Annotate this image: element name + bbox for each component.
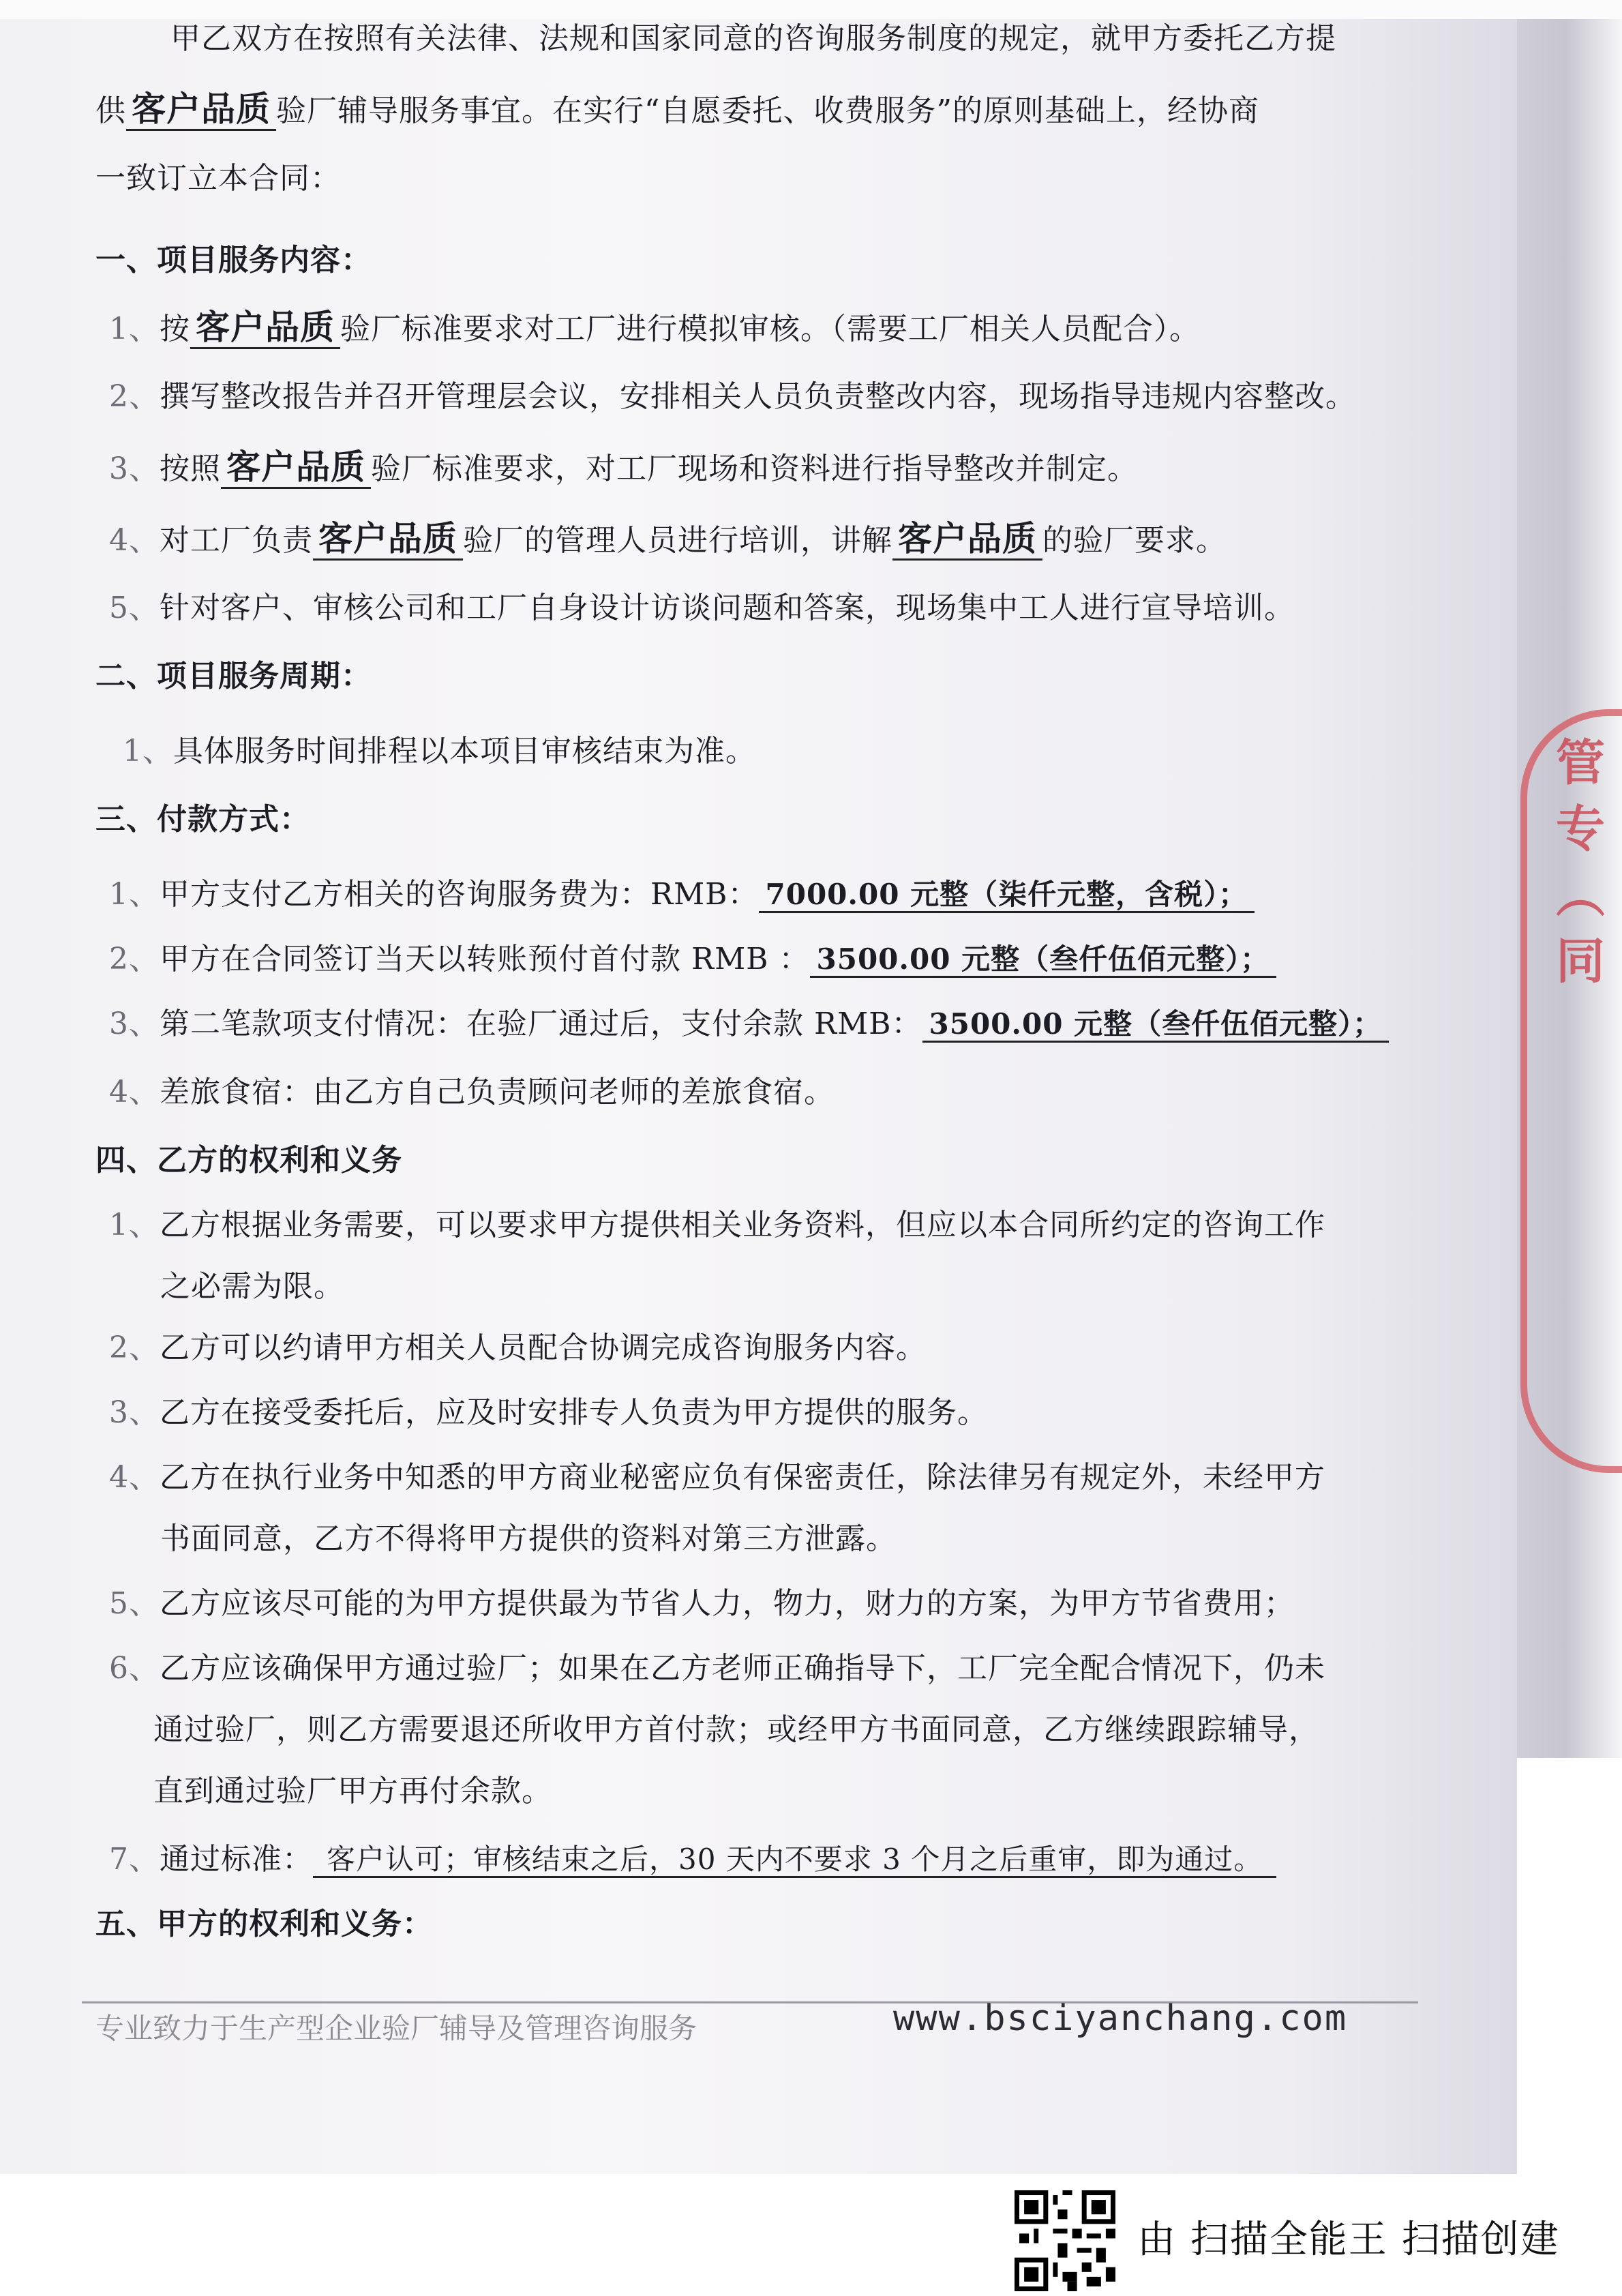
item-text: 乙方在执行业务中知悉的甲方商业秘密应负有保密责任，除法律另有规定外，未经甲方 bbox=[160, 1460, 1325, 1495]
s4-item-1-cont: 之必需为限。 bbox=[160, 1269, 344, 1304]
client-name-highlight: 客户品质 bbox=[892, 518, 1042, 561]
qr-code-icon bbox=[1015, 2190, 1115, 2291]
s4-item-5 bbox=[109, 1579, 1295, 1622]
s4-item-7 bbox=[109, 1834, 1276, 1878]
item-text: 乙方可以约请甲方相关人员配合协调完成咨询服务内容。 bbox=[160, 1330, 927, 1365]
pass-standard-value: 客户认可；审核结束之后，30 天内不要求 3 个月之后重审，即为通过。 bbox=[313, 1843, 1276, 1878]
s1-item-1 bbox=[109, 300, 1200, 349]
item-text: 甲方支付乙方相关的咨询服务费为：RMB： bbox=[160, 877, 759, 912]
s2-item-1 bbox=[123, 726, 756, 770]
item-text: 验厂的管理人员进行培训，讲解 bbox=[463, 523, 892, 558]
item-text: 按 bbox=[160, 312, 190, 346]
section-5-title: 五、甲方的权利和义务： bbox=[95, 1907, 433, 1941]
s1-item-4 bbox=[109, 511, 1227, 561]
item-text: 通过标准： bbox=[160, 1842, 313, 1877]
item-text: 具体服务时间排程以本项目审核结束为准。 bbox=[173, 734, 756, 769]
s4-item-6-cont-2: 直到通过验厂甲方再付余款。 bbox=[153, 1774, 552, 1808]
item-text: 乙方根据业务需要，可以要求甲方提供相关业务资料，但应以本合同所约定的咨询工作 bbox=[160, 1208, 1325, 1242]
intro-text: 供 bbox=[95, 93, 126, 128]
s3-item-2 bbox=[109, 934, 1276, 978]
section-4-title: 四、乙方的权利和义务 bbox=[95, 1143, 402, 1178]
down-payment-value: 3500.00 元整（叁仟伍佰元整）； bbox=[810, 942, 1277, 978]
item-number: 4、 bbox=[109, 1460, 160, 1495]
item-number: 2、 bbox=[109, 379, 160, 414]
item-number: 3、 bbox=[109, 1395, 160, 1430]
intro-line-3: 一致订立本合同： bbox=[95, 161, 341, 196]
footer-slogan: 专业致力于生产型企业验厂辅导及管理咨询服务 bbox=[95, 2012, 697, 2045]
s4-item-1 bbox=[109, 1200, 1325, 1244]
item-number: 7、 bbox=[109, 1842, 160, 1877]
s4-item-3 bbox=[109, 1388, 988, 1431]
item-number: 5、 bbox=[109, 591, 160, 625]
client-name-highlight: 客户品质 bbox=[221, 447, 371, 489]
balance-payment-value: 3500.00 元整（叁仟伍佰元整）； bbox=[922, 1007, 1390, 1043]
item-text: 差旅食宿：由乙方自己负责顾问老师的差旅食宿。 bbox=[160, 1075, 835, 1109]
item-number: 1、 bbox=[109, 1208, 160, 1242]
item-text: 验厂标准要求对工厂进行模拟审核。（需要工厂相关人员配合）。 bbox=[340, 312, 1200, 346]
seal-text: 管 专 （ 同 bbox=[1548, 736, 1606, 985]
s4-item-6 bbox=[109, 1643, 1325, 1687]
item-text: 按照 bbox=[160, 451, 221, 486]
intro-text: 验厂辅导服务事宜。在实行“自愿委托、收费服务”的原则基础上，经协商 bbox=[276, 93, 1259, 128]
client-name-highlight: 客户品质 bbox=[126, 89, 276, 131]
s1-item-3 bbox=[109, 440, 1138, 489]
scanner-watermark-text: 由 扫描全能王 扫描创建 bbox=[1137, 2218, 1560, 2262]
item-number: 4、 bbox=[109, 1075, 160, 1109]
item-text: 对工厂负责 bbox=[160, 523, 313, 558]
item-number: 3、 bbox=[109, 1007, 160, 1041]
s3-item-3 bbox=[109, 999, 1389, 1043]
item-text: 第二笔款项支付情况：在验厂通过后，支付余款 RMB： bbox=[160, 1007, 922, 1041]
section-2-title: 二、项目服务周期： bbox=[95, 659, 372, 694]
item-number: 5、 bbox=[109, 1586, 160, 1621]
fee-total-value: 7000.00 元整（柒仟元整，含税）； bbox=[759, 878, 1255, 913]
item-number: 1、 bbox=[109, 877, 160, 912]
item-text: 验厂标准要求，对工厂现场和资料进行指导整改并制定。 bbox=[371, 451, 1138, 486]
s1-item-2 bbox=[109, 372, 1356, 415]
item-text: 撰写整改报告并召开管理层会议，安排相关人员负责整改内容，现场指导违规内容整改。 bbox=[160, 379, 1356, 414]
item-number: 6、 bbox=[109, 1651, 160, 1686]
s3-item-4 bbox=[109, 1067, 835, 1111]
item-number: 1、 bbox=[123, 734, 173, 769]
item-text: 乙方应该确保甲方通过验厂；如果在乙方老师正确指导下，工厂完全配合情况下，仍未 bbox=[160, 1651, 1325, 1686]
s1-item-5 bbox=[109, 583, 1295, 627]
footer-website: www.bsciyanchang.com bbox=[893, 1998, 1348, 2039]
s3-item-1 bbox=[109, 869, 1255, 913]
section-3-title: 三、付款方式： bbox=[95, 802, 310, 837]
item-number: 2、 bbox=[109, 942, 160, 976]
s4-item-2 bbox=[109, 1323, 927, 1367]
item-number: 3、 bbox=[109, 451, 160, 486]
item-text: 乙方在接受委托后，应及时安排专人负责为甲方提供的服务。 bbox=[160, 1395, 988, 1430]
item-text: 甲方在合同签订当天以转账预付首付款 RMB ： bbox=[160, 942, 810, 976]
item-number: 2、 bbox=[109, 1330, 160, 1365]
section-1-title: 一、项目服务内容： bbox=[95, 243, 372, 278]
s4-item-4 bbox=[109, 1452, 1325, 1496]
s4-item-6-cont-1: 通过验厂，则乙方需要退还所收甲方首付款；或经甲方书面同意，乙方继续跟踪辅导， bbox=[153, 1712, 1319, 1747]
client-name-highlight: 客户品质 bbox=[190, 307, 340, 349]
intro-line-2 bbox=[95, 82, 1259, 131]
item-text: 的验厂要求。 bbox=[1042, 523, 1227, 558]
item-number: 4、 bbox=[109, 523, 160, 558]
s4-item-4-cont: 书面同意，乙方不得将甲方提供的资料对第三方泄露。 bbox=[160, 1521, 897, 1556]
item-text: 针对客户、审核公司和工厂自身设计访谈问题和答案，现场集中工人进行宣导培训。 bbox=[160, 591, 1295, 625]
item-text: 乙方应该尽可能的为甲方提供最为节省人力，物力，财力的方案，为甲方节省费用； bbox=[160, 1586, 1295, 1621]
intro-line-1: 甲乙双方在按照有关法律、法规和国家同意的咨询服务制度的规定，就甲方委托乙方提 bbox=[170, 21, 1336, 56]
item-number: 1、 bbox=[109, 312, 160, 346]
client-name-highlight: 客户品质 bbox=[313, 518, 463, 561]
